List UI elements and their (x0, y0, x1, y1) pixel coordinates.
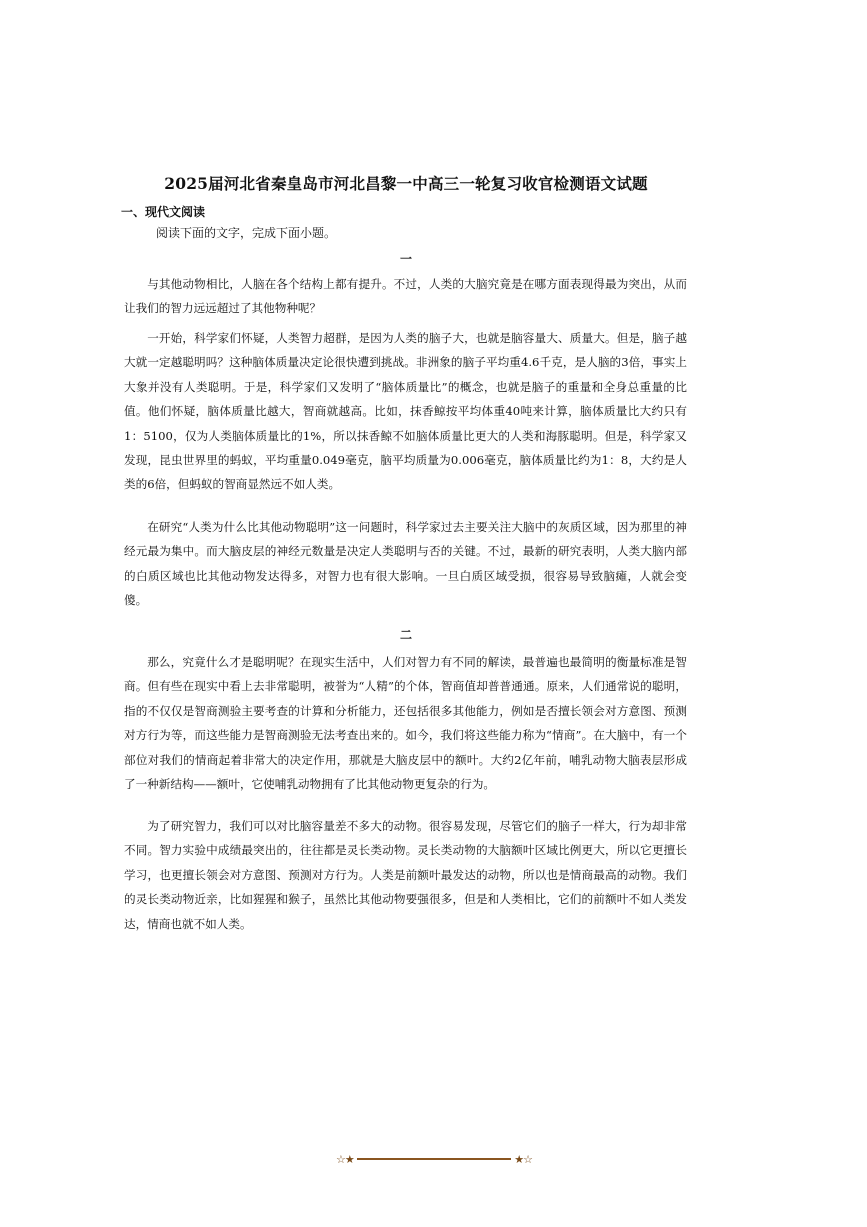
passage-paragraph-3: 在研究“人类为什么比其他动物聪明”这一问题时，科学家过去主要关注大脑中的灰质区域，因为那里的神经元最为集中。而大脑皮层的神经元数量是决定人类聪明与否的关键。不过，最新的研究表明，人类大脑内部的白质区域也比其他动物发达得多，对智力也有很大影响。一旦白质区域受损，很容易导致脑瘫，人就会变傻。 (124, 520, 687, 608)
footer-star-icon-right: ★☆ (514, 1152, 532, 1166)
passage-paragraph-2: 一开始，科学家们怀疑，人类智力超群，是因为人类的脑子大，也就是脑容量大、质量大。但是，脑子越大就一定越聪明吗？这种脑体质量决定论很快遭到挑战。非洲象的脑子平均重4.6千克，是人脑的3倍，事实上大象并没有人类聪明。于是，科学家们又发明了“脑体质量比”的概念，也就是脑子的重量和全身总重量的比值。他们怀疑，脑体质量比越大，智商就越高。比如，抹香鲸按平均体重40吨来计算，脑体质量比大约只有1：5100，仅为人类脑体质量比的1%，所以抹香鲸不如脑体质量比更大的人类和海豚聪明。但是，科学家又发现，昆虫世界里的蚂蚁，平均重量0.049毫克，脑平均质量为0.006毫克，脑体质量比约为1：8，大约是人类的6倍，但蚂蚁的智商显然远不如人类。 (124, 331, 687, 492)
exam-title: 2025届河北省秦皇岛市河北昌黎一中高三一轮复习收官检测语文试题 (164, 174, 648, 193)
reading-instruction: 阅读下面的文字，完成下面小题。 (156, 226, 337, 240)
passage-paragraph-5: 为了研究智力，我们可以对比脑容量差不多大的动物。很容易发现，尽管它们的脑子一样大，行为却非常不同。智力实验中成绩最突出的，往往都是灵长类动物。灵长类动物的大脑额叶区域比例更大，所以它更擅长学习，也更擅长领会对方意图、预测对方行为。人类是前额叶最发达的动物，所以也是情商最高的动物。我们的灵长类动物近亲，比如猩猩和猴子，虽然比其他动物要强很多，但是和人类相比，它们的前额叶不如人类发达，情商也就不如人类。 (124, 819, 687, 931)
footer-star-icon-left: ☆★ (336, 1152, 354, 1166)
footer-divider (357, 1158, 512, 1160)
passage-paragraph-1: 与其他动物相比，人脑在各个结构上都有提升。不过，人类的大脑究竟是在哪方面表现得最为突出，从而让我们的智力远远超过了其他物种呢？ (124, 277, 687, 316)
part-marker-two: 二 (399, 628, 412, 642)
footer-ornament (336, 1151, 532, 1167)
part-marker-one: 一 (399, 252, 412, 266)
passage-paragraph-4: 那么，究竟什么才是聪明呢？在现实生活中，人们对智力有不同的解读，最普遍也最简明的衡量标准是智商。但有些在现实中看上去非常聪明，被誉为“人精”的个体，智商值却普普通通。原来，人们通常说的聪明，指的不仅仅是智商测验主要考查的计算和分析能力，还包括很多其他能力，例如是否擅长领会对方意图、预测对方行为等，而这些能力是智商测验无法考查出来的。如今，我们将这些能力称为“情商”。在大脑中，有一个部位对我们的情商起着非常大的决定作用，那就是大脑皮层中的额叶。大约2亿年前，哺乳动物大脑表层形成了一种新结构——额叶，它使哺乳动物拥有了比其他动物更复杂的行为。 (124, 655, 687, 792)
section-heading: 一、现代文阅读 (121, 205, 206, 219)
